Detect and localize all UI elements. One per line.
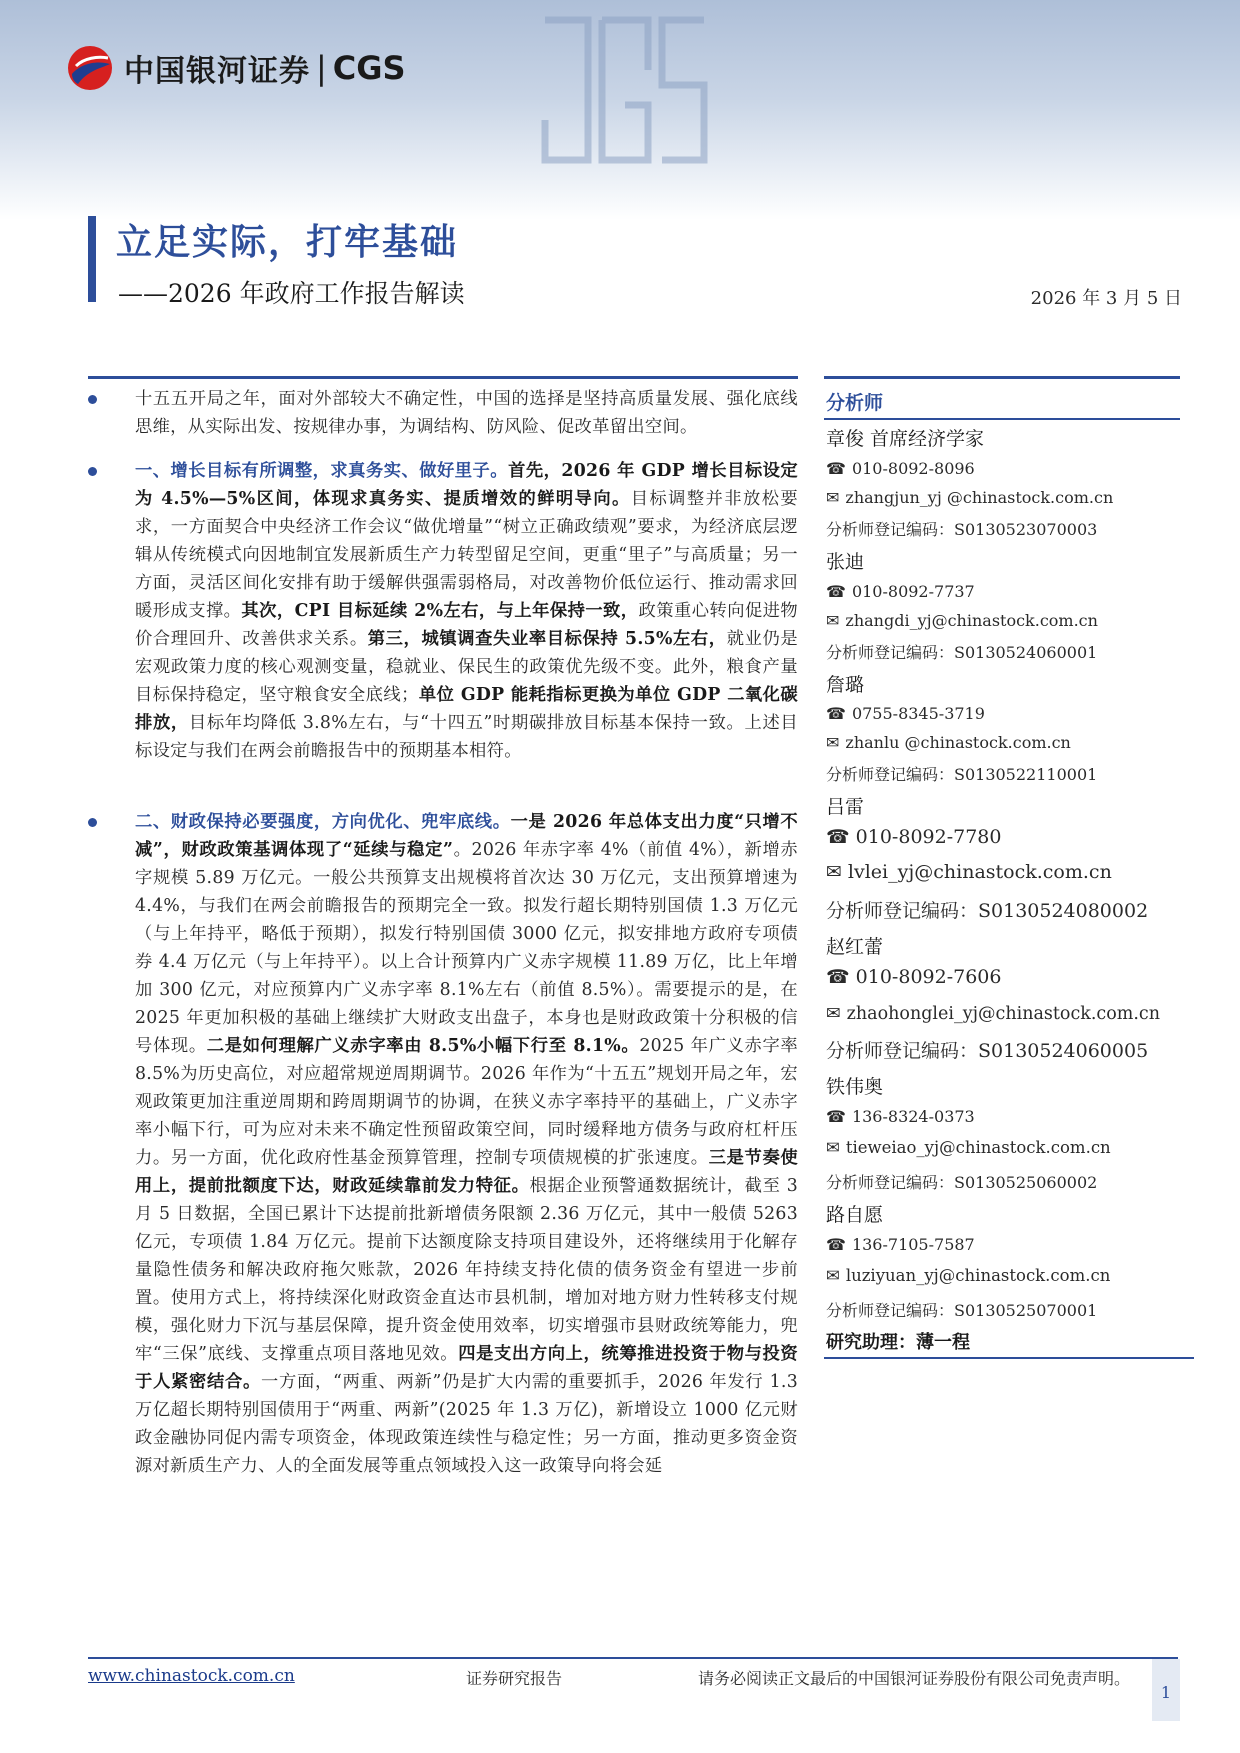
paragraph-fiscal-policy xyxy=(88,808,798,1480)
analyst-registration: 分析师登记编码：S0130523070003 xyxy=(826,520,1098,539)
sidebar-bottom-rule xyxy=(824,1357,1194,1359)
email-icon: ✉ xyxy=(826,1138,840,1157)
analyst-registration: 分析师登记编码：S0130525070001 xyxy=(826,1301,1098,1320)
paragraph-growth-targets xyxy=(88,457,798,765)
gdp-target-lead: 首先，2026 年 GDP 增长目标设定为 4.5%—5%区间，体现求真务实、提质增效的鲜明导向。 xyxy=(135,461,798,509)
fiscal-point-2-text: 2025 年广义赤字率 8.5%为历史高位，对应超常规逆周期调节。2026 年作为“十五五”规划开局之年，宏观政策更加注重逆周期和跨周期调节的协调，在狭义赤字率持平的基础上，广义赤字率小幅下行，可为应对未来不确定性预留政策空间，同时缓释地方债务与政府杠杆压力。另一方面，优化政府性基金预算管理，控制专项债规模的扩张速度。 xyxy=(135,1036,799,1168)
email-icon: ✉ xyxy=(826,488,840,507)
analyst-email[interactable]: ✉ zhanlu @chinastock.com.cn xyxy=(826,733,1071,752)
report-subtitle: ——2026 年政府工作报告解读 xyxy=(118,279,465,308)
phone-icon: ☎ xyxy=(826,1107,846,1126)
unemployment-target-lead: 第三，城镇调查失业率目标保持 5.5%左右， xyxy=(367,629,727,649)
analyst-phone: ☎ 010-8092-7606 xyxy=(826,966,1002,988)
email-icon: ✉ xyxy=(826,733,840,752)
phone-icon: ☎ xyxy=(826,459,846,478)
fiscal-point-1-lead: 一是 2026 年总体支出力度“只增不减”，财政政策基调体现了“延续与稳定” xyxy=(135,812,798,860)
analyst-phone: ☎ 0755-8345-3719 xyxy=(826,704,985,723)
analyst-email[interactable]: ✉ zhaohonglei_yj@chinastock.com.cn xyxy=(826,1004,1160,1024)
fiscal-point-4-lead: 四是支出方向上，统筹推进投资于物与投资于人紧密结合。 xyxy=(135,1344,799,1392)
fiscal-point-4-text: 一方面，“两重、两新”仍是扩大内需的重要抓手，2026 年发行 1.3 万亿超长期特别国债用于“两重、两新”(2025 年 1.3 万亿)，新增设立 1000 亿元财政金融协同促内需专项资金，体现政策连续性与稳定性；另一方面，推动更多资金资源对新质生产力、人的全面发展等重点领域投入这一政策导向将会延 xyxy=(135,1372,798,1476)
analyst-name: 章俊 首席经济学家 xyxy=(826,428,985,450)
section-2-heading: 二、财政保持必要强度，方向优化、兜牢底线。 xyxy=(135,812,511,832)
analyst-name: 赵红蕾 xyxy=(826,936,884,958)
analyst-registration: 分析师登记编码：S0130525060002 xyxy=(826,1173,1098,1192)
fiscal-point-1-text: 。2026 年赤字率 4%（前值 4%），新增赤字规模 5.89 万亿元。一般公共预算支出规模将首次达 30 万亿元，支出预算增速为 4.4%，与我们在两会前瞻报告的预期完全一致。拟发行超长期特别国债 1.3 万亿元（与上年持平，略低于预期），拟发行特别国债 3000 亿元，拟安排地方政府专项债券 4.4 万亿元（与上年持平）。以上合计预算内广义赤字规模 11.89 万亿，比上年增加 300 亿元，对应预算内广义赤字率 8.1%左右（前值 8.5%）。需要提示的是，在 2025 年更加积极的基础上继续扩大财政支出盘子，本身也是财政政策十分积极的信号体现。 xyxy=(135,840,798,1056)
title-accent-bar xyxy=(88,216,96,302)
analyst-email[interactable]: ✉ zhangdi_yj@chinastock.com.cn xyxy=(826,611,1098,630)
sidebar-title-rule xyxy=(824,418,1180,420)
carbon-target-lead: 单位 GDP 能耗指标更换为单位 GDP 二氧化碳排放， xyxy=(135,685,798,733)
email-icon: ✉ xyxy=(826,1266,840,1285)
cgs-watermark xyxy=(540,10,710,170)
intro-text: 十五五开局之年，面对外部较大不确定性，中国的选择是坚持高质量发展、强化底线思维，从实际出发、按规律办事，为调结构、防风险、促改革留出空间。 xyxy=(135,389,798,437)
bullet-dot xyxy=(88,818,97,827)
phone-icon: ☎ xyxy=(826,966,850,988)
report-title: 立足实际，打牢基础 xyxy=(116,221,459,263)
bullet-dot xyxy=(88,395,97,404)
analyst-email[interactable]: ✉ lvlei_yj@chinastock.com.cn xyxy=(826,861,1112,883)
phone-icon: ☎ xyxy=(826,704,846,723)
phone-icon: ☎ xyxy=(826,582,846,601)
analyst-registration: 分析师登记编码：S0130522110001 xyxy=(826,765,1098,784)
analyst-name: 吕雷 xyxy=(826,796,865,818)
analyst-name: 詹璐 xyxy=(826,674,865,696)
brand-abbr: CGS xyxy=(332,49,406,87)
footer-website-link[interactable]: www.chinastock.com.cn xyxy=(88,1666,295,1686)
research-assistant: 研究助理：薄一程 xyxy=(826,1332,970,1353)
gdp-target-text: 目标调整并非放松要求，一方面契合中央经济工作会议“做优增量”“树立正确政绩观”要求，为经济底层逻辑从传统模式向因地制宜发展新质生产力转型留足空间，更重“里子”与高质量；另一方面，灵活区间化安排有助于缓解供强需弱格局，对改善物价低位运行、推动需求回暖形成支撑。 xyxy=(135,489,798,621)
phone-icon: ☎ xyxy=(826,826,850,848)
paragraph-intro xyxy=(88,385,798,441)
fiscal-point-3-text: 根据企业预警通数据统计，截至 3 月 5 日数据，全国已累计下达提前批新增债务限额 2.36 万亿元，其中一般债 5263 亿元，专项债 1.84 万亿元。提前下达额度除支持项目建设外，还将继续用于化解存量隐性债务和解决政府拖欠账款，2026 年持续支持化债的债务资金有望进一步前置。使用方式上，将持续深化财政资金直达市县机制，增加对地方财力性转移支付规模，强化财力下沉与基层保障，提升资金使用效率，切实增强市县财政统筹能力，兜牢“三保”底线、支撑重点项目落地见效。 xyxy=(135,1176,798,1364)
analyst-phone: ☎ 010-8092-7737 xyxy=(826,582,975,601)
brand-name: 中国银河证券 xyxy=(124,54,310,89)
email-icon: ✉ xyxy=(826,1004,841,1024)
footer-disclaimer: 请务必阅读正文最后的中国银河证券股份有限公司免责声明。 xyxy=(698,1669,1131,1688)
analyst-registration: 分析师登记编码：S0130524060005 xyxy=(826,1040,1149,1062)
analyst-phone: ☎ 010-8092-7780 xyxy=(826,826,1002,848)
section-1-heading: 一、增长目标有所调整，求真务实、做好里子。 xyxy=(135,461,509,481)
email-icon: ✉ xyxy=(826,611,840,630)
fiscal-point-3-lead: 三是节奏使用上，提前批额度下达，财政延续靠前发力特征。 xyxy=(135,1148,798,1196)
main-top-rule xyxy=(88,376,798,379)
analyst-name: 路自愿 xyxy=(826,1204,884,1226)
footer-doc-type: 证券研究报告 xyxy=(466,1669,563,1688)
unemployment-target-text: 就业仍是宏观政策力度的核心观测变量，稳就业、保民生的政策优先级不变。此外，粮食产量目标保持稳定，坚守粮食安全底线； xyxy=(135,629,799,705)
bullet-dot xyxy=(88,467,97,476)
page-number: 1 xyxy=(1160,1683,1172,1702)
analyst-section-title: 分析师 xyxy=(826,392,884,414)
analyst-registration: 分析师登记编码：S0130524060001 xyxy=(826,643,1098,662)
carbon-target-text: 目标年均降低 3.8%左右，与“十四五”时期碳排放目标基本保持一致。上述目标设定与我们在两会前瞻报告中的预期基本相符。 xyxy=(135,713,798,761)
phone-icon: ☎ xyxy=(826,1235,846,1254)
email-icon: ✉ xyxy=(826,861,842,883)
sidebar-top-rule xyxy=(824,376,1180,379)
analyst-email[interactable]: ✉ zhangjun_yj @chinastock.com.cn xyxy=(826,488,1114,507)
footer-rule xyxy=(88,1657,1178,1659)
analyst-phone: ☎ 136-7105-7587 xyxy=(826,1235,975,1254)
brand-separator: | xyxy=(316,49,327,87)
report-date: 2026 年 3 月 5 日 xyxy=(1030,288,1182,309)
fiscal-point-2-lead: 二是如何理解广义赤字率由 8.5%小幅下行至 8.1%。 xyxy=(206,1036,640,1056)
brand-logo xyxy=(66,44,406,92)
analyst-name: 张迪 xyxy=(826,551,865,573)
analyst-email[interactable]: ✉ luziyuan_yj@chinastock.com.cn xyxy=(826,1266,1111,1285)
galaxy-logo-icon xyxy=(66,44,114,92)
cpi-target-lead: 其次，CPI 目标延续 2%左右，与上年保持一致， xyxy=(241,601,639,621)
cpi-target-text: 政策重心转向促进物价合理回升、改善供求关系。 xyxy=(135,601,798,649)
analyst-phone: ☎ 010-8092-8096 xyxy=(826,459,975,478)
analyst-registration: 分析师登记编码：S0130524080002 xyxy=(826,900,1149,922)
analyst-phone: ☎ 136-8324-0373 xyxy=(826,1107,975,1126)
analyst-name: 铁伟奥 xyxy=(826,1076,884,1098)
analyst-email[interactable]: ✉ tieweiao_yj@chinastock.com.cn xyxy=(826,1138,1111,1157)
